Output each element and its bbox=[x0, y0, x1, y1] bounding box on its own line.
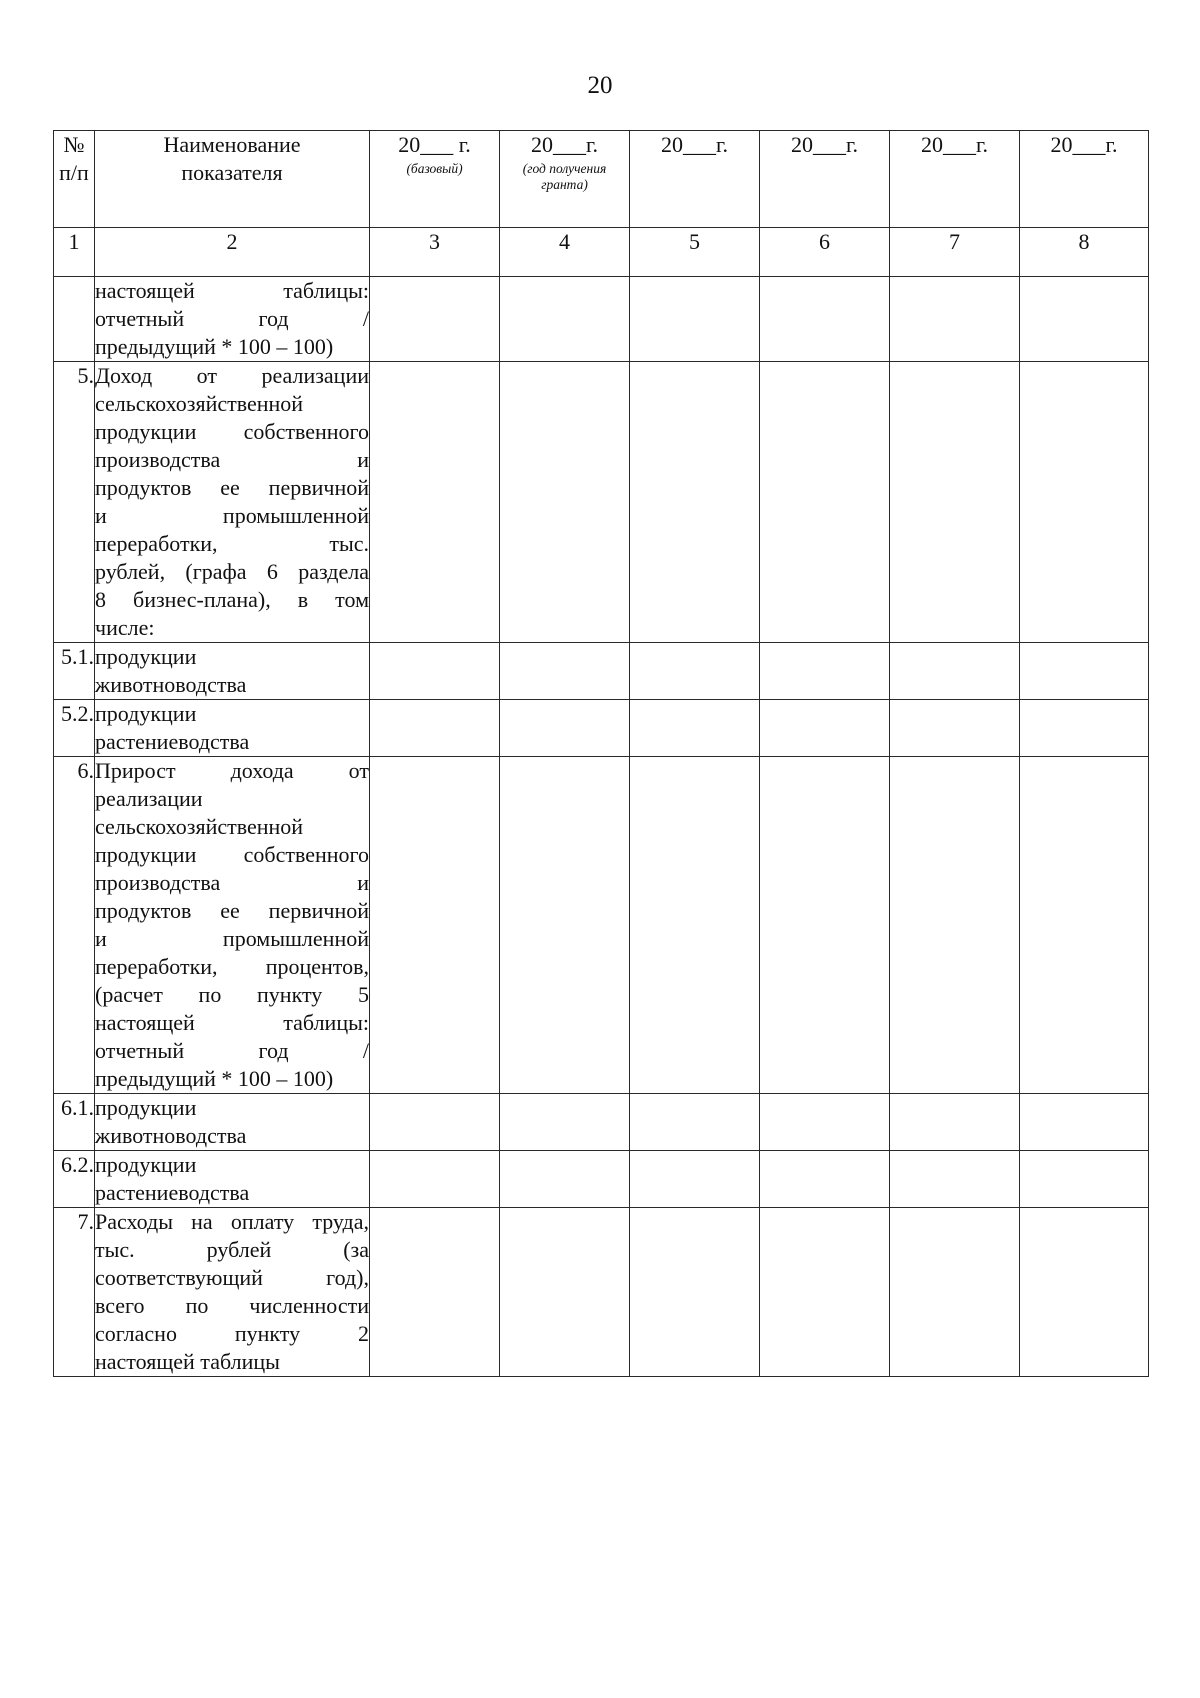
value-cell[interactable] bbox=[760, 277, 890, 362]
value-cell[interactable] bbox=[1020, 1151, 1149, 1208]
header-sub-base: (базовый) bbox=[406, 161, 463, 176]
value-cell[interactable] bbox=[500, 643, 630, 700]
value-cell[interactable] bbox=[1020, 277, 1149, 362]
header-sub-grant: (год получения гранта) bbox=[522, 161, 607, 192]
indicator-name-line: настоящей таблицы: bbox=[95, 278, 369, 303]
indicator-name-line: отчетный год / bbox=[95, 1038, 369, 1063]
indicator-name bbox=[95, 1151, 370, 1208]
value-cell[interactable] bbox=[500, 700, 630, 757]
value-cell[interactable] bbox=[890, 362, 1020, 643]
indicator-name-line: и промышленной bbox=[95, 503, 369, 528]
value-cell[interactable] bbox=[500, 1208, 630, 1377]
value-cell[interactable] bbox=[890, 757, 1020, 1094]
value-cell[interactable] bbox=[760, 757, 890, 1094]
row-number: 5.2. bbox=[54, 700, 95, 757]
row-number: 5.1. bbox=[54, 643, 95, 700]
header-year-7: 20___г. bbox=[890, 131, 1020, 228]
value-cell[interactable] bbox=[630, 1151, 760, 1208]
page-number: 20 bbox=[587, 72, 613, 99]
value-cell[interactable] bbox=[630, 700, 760, 757]
indicator-name-line: тыс. рублей (за bbox=[95, 1237, 369, 1262]
indicator-name-line: переработки, тыс. bbox=[95, 531, 369, 556]
indicator-name bbox=[95, 757, 370, 1094]
indicator-name bbox=[95, 700, 370, 757]
table-row bbox=[54, 1094, 1149, 1151]
value-cell[interactable] bbox=[890, 1208, 1020, 1377]
indicator-name-line: настоящей таблицы: bbox=[95, 1010, 369, 1035]
indicator-name-line: 8 бизнес-плана), в том bbox=[95, 587, 369, 612]
indicator-name bbox=[95, 1094, 370, 1151]
table-row bbox=[54, 1208, 1149, 1377]
row-number bbox=[54, 277, 95, 362]
indicator-name-line: животноводства bbox=[95, 1123, 247, 1148]
value-cell[interactable] bbox=[630, 1094, 760, 1151]
table-row bbox=[54, 700, 1149, 757]
table-row bbox=[54, 757, 1149, 1094]
indicator-name-line: продукции bbox=[95, 1095, 197, 1120]
value-cell[interactable] bbox=[630, 277, 760, 362]
header-year-6: 20___г. bbox=[760, 131, 890, 228]
column-number: 6 bbox=[760, 228, 890, 277]
table-row bbox=[54, 1151, 1149, 1208]
indicator-name-line: продукции bbox=[95, 701, 197, 726]
value-cell[interactable] bbox=[1020, 362, 1149, 643]
row-number: 7. bbox=[54, 1208, 95, 1377]
indicator-name-line: продукции bbox=[95, 1152, 197, 1177]
indicator-name-line: продукции собственного bbox=[95, 842, 369, 867]
indicator-name-line: сельскохозяйственной bbox=[95, 391, 304, 416]
value-cell[interactable] bbox=[370, 700, 500, 757]
indicators-table bbox=[53, 130, 1149, 1377]
row-number: 6.1. bbox=[54, 1094, 95, 1151]
value-cell[interactable] bbox=[760, 643, 890, 700]
table-row bbox=[54, 277, 1149, 362]
value-cell[interactable] bbox=[370, 277, 500, 362]
value-cell[interactable] bbox=[370, 643, 500, 700]
value-cell[interactable] bbox=[1020, 643, 1149, 700]
value-cell[interactable] bbox=[500, 362, 630, 643]
column-number: 5 bbox=[630, 228, 760, 277]
header-num: № п/п bbox=[54, 131, 95, 228]
value-cell[interactable] bbox=[760, 1208, 890, 1377]
value-cell[interactable] bbox=[1020, 1094, 1149, 1151]
column-number: 2 bbox=[95, 228, 370, 277]
indicator-name-line: сельскохозяйственной bbox=[95, 814, 304, 839]
value-cell[interactable] bbox=[760, 1151, 890, 1208]
column-numbers-row bbox=[54, 228, 1149, 277]
value-cell[interactable] bbox=[760, 700, 890, 757]
indicator-name bbox=[95, 643, 370, 700]
indicator-name bbox=[95, 362, 370, 643]
row-number: 6. bbox=[54, 757, 95, 1094]
indicator-name-line: продукции собственного bbox=[95, 419, 369, 444]
value-cell[interactable] bbox=[370, 1151, 500, 1208]
value-cell[interactable] bbox=[890, 1151, 1020, 1208]
value-cell[interactable] bbox=[630, 643, 760, 700]
indicator-name-line: согласно пункту 2 bbox=[95, 1321, 369, 1346]
table-row bbox=[54, 362, 1149, 643]
indicator-name-line: производства и bbox=[95, 870, 369, 895]
indicator-name-line: (расчет по пункту 5 bbox=[95, 982, 369, 1007]
header-year-grant: 20___г. (год получения гранта) bbox=[500, 131, 630, 228]
indicator-name-line: реализации bbox=[95, 786, 203, 811]
column-number: 3 bbox=[370, 228, 500, 277]
value-cell[interactable] bbox=[500, 277, 630, 362]
indicator-name-line: переработки, процентов, bbox=[95, 954, 369, 979]
value-cell[interactable] bbox=[370, 362, 500, 643]
header-year-base: 20___ г. (базовый) bbox=[370, 131, 500, 228]
value-cell[interactable] bbox=[370, 757, 500, 1094]
value-cell[interactable] bbox=[370, 1094, 500, 1151]
column-number: 1 bbox=[54, 228, 95, 277]
indicator-name-line: предыдущий * 100 – 100) bbox=[95, 1066, 334, 1091]
indicator-name-line: отчетный год / bbox=[95, 306, 369, 331]
value-cell[interactable] bbox=[1020, 700, 1149, 757]
column-number: 7 bbox=[890, 228, 1020, 277]
value-cell[interactable] bbox=[890, 1094, 1020, 1151]
row-number: 6.2. bbox=[54, 1151, 95, 1208]
indicator-name-line: и промышленной bbox=[95, 926, 369, 951]
indicator-name-line: животноводства bbox=[95, 672, 247, 697]
indicator-name-line: продуктов ее первичной bbox=[95, 898, 369, 923]
indicator-name-line: Расходы на оплату труда, bbox=[95, 1209, 369, 1234]
value-cell[interactable] bbox=[500, 1094, 630, 1151]
row-number: 5. bbox=[54, 362, 95, 643]
header-year-8: 20___г. bbox=[1020, 131, 1149, 228]
value-cell[interactable] bbox=[500, 1151, 630, 1208]
indicator-name-line: продуктов ее первичной bbox=[95, 475, 369, 500]
table-row bbox=[54, 643, 1149, 700]
indicator-name-line: соответствующий год), bbox=[95, 1265, 369, 1290]
indicator-name-line: растениеводства bbox=[95, 729, 250, 754]
value-cell[interactable] bbox=[630, 757, 760, 1094]
indicator-name-line: рублей, (графа 6 раздела bbox=[95, 559, 369, 584]
header-row bbox=[54, 131, 1149, 228]
indicator-name-line: всего по численности bbox=[95, 1293, 369, 1318]
value-cell[interactable] bbox=[1020, 1208, 1149, 1377]
value-cell[interactable] bbox=[630, 1208, 760, 1377]
indicator-name-line: числе: bbox=[95, 615, 155, 640]
header-year-5: 20___г. bbox=[630, 131, 760, 228]
column-number: 8 bbox=[1020, 228, 1149, 277]
indicator-name-line: производства и bbox=[95, 447, 369, 472]
indicator-name bbox=[95, 277, 370, 362]
indicator-name bbox=[95, 1208, 370, 1377]
indicator-name-line: Доход от реализации bbox=[95, 363, 369, 388]
value-cell[interactable] bbox=[500, 757, 630, 1094]
value-cell[interactable] bbox=[890, 700, 1020, 757]
value-cell[interactable] bbox=[760, 1094, 890, 1151]
indicator-name-line: Прирост дохода от bbox=[95, 758, 369, 783]
value-cell[interactable] bbox=[890, 643, 1020, 700]
value-cell[interactable] bbox=[890, 277, 1020, 362]
indicator-name-line: растениеводства bbox=[95, 1180, 250, 1205]
indicator-name-line: настоящей таблицы bbox=[95, 1349, 280, 1374]
value-cell[interactable] bbox=[760, 362, 890, 643]
header-name: Наименование показателя bbox=[95, 131, 370, 228]
column-number: 4 bbox=[500, 228, 630, 277]
value-cell[interactable] bbox=[1020, 757, 1149, 1094]
value-cell[interactable] bbox=[370, 1208, 500, 1377]
indicator-name-line: продукции bbox=[95, 644, 197, 669]
indicator-name-line: предыдущий * 100 – 100) bbox=[95, 334, 334, 359]
value-cell[interactable] bbox=[630, 362, 760, 643]
